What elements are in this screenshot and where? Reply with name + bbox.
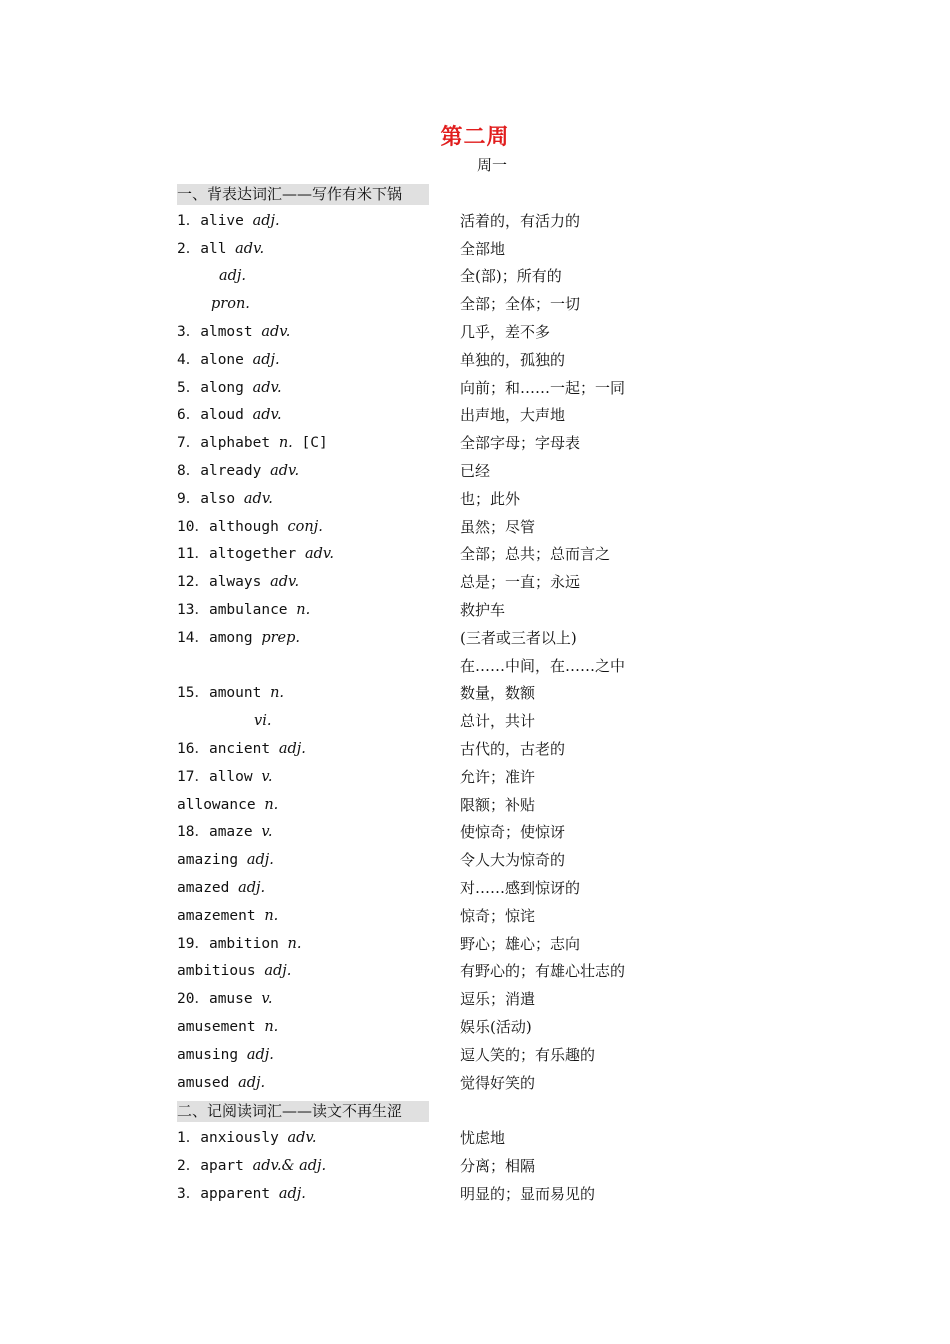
vocab-entry: [0, 430, 950, 458]
chinese-meaning: 活着的，有活力的: [460, 211, 581, 230]
page-title: 第二周: [440, 124, 510, 150]
part-of-speech: adv.& adj.: [252, 1157, 327, 1174]
english-term: [177, 236, 264, 264]
vocab-entry: [0, 402, 950, 430]
word: 3．apparent: [177, 1185, 279, 1202]
vocab-entry: [0, 903, 950, 931]
english-term: [177, 764, 272, 792]
vocab-entry: [0, 319, 950, 347]
part-of-speech: adv.: [252, 407, 282, 424]
part-of-speech: n.: [264, 907, 279, 924]
english-term: [177, 847, 274, 875]
english-term: [177, 541, 334, 569]
chinese-meaning: 总计，共计: [460, 712, 536, 731]
part-of-speech: n.: [264, 796, 279, 813]
chinese-meaning: 出声地，大声地: [460, 406, 566, 425]
english-term: [177, 402, 282, 430]
vocab-entry: [0, 1042, 950, 1070]
section-heading: 二、记阅读词汇——读文不再生涩: [177, 1101, 429, 1122]
part-of-speech: adv.: [243, 490, 273, 507]
english-term: [177, 931, 301, 959]
word: amazing: [177, 852, 247, 869]
chinese-meaning: 救护车: [460, 600, 506, 619]
word: 5．along: [177, 379, 253, 396]
english-term: [177, 736, 306, 764]
word: 17．allow: [177, 768, 262, 785]
vocab-entry: [0, 736, 950, 764]
chinese-meaning: 已经: [460, 461, 491, 480]
part-of-speech: adj.: [238, 1074, 266, 1091]
vocab-entry: [0, 819, 950, 847]
english-term: [177, 291, 250, 319]
part-of-speech: adj.: [264, 963, 292, 980]
vocab-entry: [0, 1181, 950, 1209]
word: 11．altogether: [177, 546, 305, 563]
chinese-meaning: 逗乐；消遣: [460, 990, 536, 1009]
english-term: [177, 263, 246, 291]
chinese-meaning: 全部；全体；一切: [460, 295, 581, 314]
chinese-meaning: 分离；相隔: [460, 1156, 536, 1175]
part-of-speech: adv.: [270, 574, 300, 591]
part-of-speech: adv.: [235, 240, 265, 257]
chinese-meaning: 也；此外: [460, 489, 521, 508]
word: 1．alive: [177, 212, 253, 229]
word: 18．amaze: [177, 824, 262, 841]
vocab-entry: [0, 625, 950, 653]
english-term: [177, 708, 271, 736]
chinese-meaning: 在……中间，在……之中: [460, 656, 626, 675]
vocab-entry: [0, 653, 950, 681]
section-heading: 一、背表达词汇——写作有米下锅: [177, 184, 429, 205]
english-term: [177, 458, 299, 486]
vocab-entry: [0, 597, 950, 625]
vocab-entry: [0, 541, 950, 569]
english-term: [177, 958, 291, 986]
part-of-speech: v.: [261, 991, 273, 1008]
word: 12．always: [177, 574, 271, 591]
english-term: [177, 625, 300, 653]
english-term: [177, 819, 272, 847]
part-of-speech: n.: [278, 435, 293, 452]
chinese-meaning: 全部地: [460, 239, 506, 258]
word: 4．alone: [177, 351, 253, 368]
word: 15．amount: [177, 685, 271, 702]
part-of-speech: adj.: [246, 852, 274, 869]
chinese-meaning: 限额；补贴: [460, 795, 536, 814]
chinese-meaning: 野心；雄心；志向: [460, 934, 581, 953]
word: amazed: [177, 879, 239, 896]
english-term: [177, 680, 284, 708]
english-term: [177, 1125, 317, 1153]
word: ambitious: [177, 963, 265, 980]
english-term: [177, 875, 265, 903]
part-of-speech: adj.: [246, 1046, 274, 1063]
part-of-speech: n.: [296, 601, 311, 618]
vocab-entry: [0, 875, 950, 903]
word: 1．anxiously: [177, 1130, 288, 1147]
part-of-speech: adv.: [270, 462, 300, 479]
vocabulary-list: [0, 180, 950, 1208]
english-term: [177, 1042, 274, 1070]
vocab-entry: [0, 458, 950, 486]
part-of-speech: adj.: [238, 879, 266, 896]
word: allowance: [177, 796, 265, 813]
vocab-entry: [0, 1070, 950, 1098]
word: 10．although: [177, 518, 288, 535]
chinese-meaning: 使惊奇；使惊讶: [460, 823, 566, 842]
chinese-meaning: 数量，数额: [460, 684, 536, 703]
english-term: [177, 375, 282, 403]
part-of-speech: vi.: [254, 713, 272, 730]
chinese-meaning: 古代的，古老的: [460, 739, 566, 758]
vocab-entry: [0, 958, 950, 986]
word: 19．ambition: [177, 935, 288, 952]
english-term: [177, 597, 310, 625]
vocab-entry: [0, 375, 950, 403]
word: 3．almost: [177, 323, 262, 340]
word: 7．alphabet: [177, 435, 279, 452]
word: amused: [177, 1074, 239, 1091]
word: amusement: [177, 1018, 265, 1035]
chinese-meaning: 惊奇；惊诧: [460, 906, 536, 925]
english-term: [177, 1181, 306, 1209]
english-term: [177, 430, 328, 458]
part-of-speech: prep.: [261, 629, 301, 646]
chinese-meaning: (三者或三者以上): [460, 628, 577, 647]
part-of-speech: n.: [264, 1018, 279, 1035]
english-term: [177, 319, 290, 347]
english-term: [177, 792, 278, 820]
vocab-entry: [0, 486, 950, 514]
vocab-entry: [0, 986, 950, 1014]
part-of-speech: adv.: [252, 379, 282, 396]
chinese-meaning: 全部字母；字母表: [460, 434, 581, 453]
word: amusing: [177, 1046, 247, 1063]
part-of-speech: n.: [270, 685, 285, 702]
vocab-entry: [0, 569, 950, 597]
chinese-meaning: 令人大为惊奇的: [460, 851, 566, 870]
vocab-entry: [0, 347, 950, 375]
english-term: [177, 1070, 265, 1098]
part-of-speech: adj.: [252, 212, 280, 229]
chinese-meaning: 向前；和……一起；一同: [460, 378, 626, 397]
word: 9．also: [177, 490, 244, 507]
vocab-entry: [0, 1125, 950, 1153]
english-term: [177, 486, 273, 514]
vocab-entry: [0, 680, 950, 708]
chinese-meaning: 总是；一直；永远: [460, 573, 581, 592]
section-heading-row: [0, 180, 950, 208]
vocab-entry: [0, 847, 950, 875]
chinese-meaning: 娱乐(活动): [460, 1017, 532, 1036]
part-of-speech: conj.: [287, 518, 323, 535]
english-term: [177, 986, 272, 1014]
vocab-entry: [0, 1014, 950, 1042]
word: 8．already: [177, 462, 271, 479]
part-of-speech: adj.: [252, 351, 280, 368]
vocab-entry: [0, 764, 950, 792]
part-of-speech: n.: [287, 935, 302, 952]
chinese-meaning: 有野心的；有雄心壮志的: [460, 962, 626, 981]
word: 16．ancient: [177, 740, 279, 757]
chinese-meaning: 允许；准许: [460, 767, 536, 786]
part-of-speech: v.: [261, 824, 273, 841]
part-of-speech: adv.: [305, 546, 335, 563]
chinese-meaning: 单独的，孤独的: [460, 350, 566, 369]
word: amazement: [177, 907, 265, 924]
vocab-entry: [0, 263, 950, 291]
word-note: [C]: [292, 435, 328, 452]
chinese-meaning: 对……感到惊讶的: [460, 878, 581, 897]
word: 6．aloud: [177, 407, 253, 424]
word: 2．all: [177, 240, 236, 257]
vocab-entry: [0, 708, 950, 736]
part-of-speech: adj.: [219, 268, 247, 285]
vocab-entry: [0, 291, 950, 319]
part-of-speech: adj.: [278, 740, 306, 757]
english-term: [177, 208, 280, 236]
part-of-speech: adj.: [278, 1185, 306, 1202]
chinese-meaning: 虽然；尽管: [460, 517, 536, 536]
word: 14．among: [177, 629, 262, 646]
page-subtitle: 周一: [476, 156, 507, 174]
section-heading-row: [0, 1097, 950, 1125]
chinese-meaning: 几乎，差不多: [460, 322, 551, 341]
vocab-entry: [0, 931, 950, 959]
chinese-meaning: 全(部)；所有的: [460, 267, 562, 286]
chinese-meaning: 明显的；显而易见的: [460, 1184, 596, 1203]
chinese-meaning: 忧虑地: [460, 1129, 506, 1148]
english-term: [177, 347, 280, 375]
part-of-speech: pron.: [211, 296, 250, 313]
vocab-entry: [0, 792, 950, 820]
word: 2．apart: [177, 1157, 253, 1174]
english-term: [177, 1153, 326, 1181]
chinese-meaning: 逗人笑的；有乐趣的: [460, 1045, 596, 1064]
part-of-speech: v.: [261, 768, 273, 785]
english-term: [177, 1014, 278, 1042]
part-of-speech: adv.: [287, 1130, 317, 1147]
vocab-entry: [0, 208, 950, 236]
chinese-meaning: 觉得好笑的: [460, 1073, 536, 1092]
vocab-entry: [0, 236, 950, 264]
english-term: [177, 569, 299, 597]
word: 20．amuse: [177, 991, 262, 1008]
part-of-speech: adv.: [261, 323, 291, 340]
chinese-meaning: 全部；总共；总而言之: [460, 545, 611, 564]
word: 13．ambulance: [177, 601, 297, 618]
vocab-entry: [0, 514, 950, 542]
english-term: [177, 514, 323, 542]
vocab-entry: [0, 1153, 950, 1181]
english-term: [177, 903, 278, 931]
